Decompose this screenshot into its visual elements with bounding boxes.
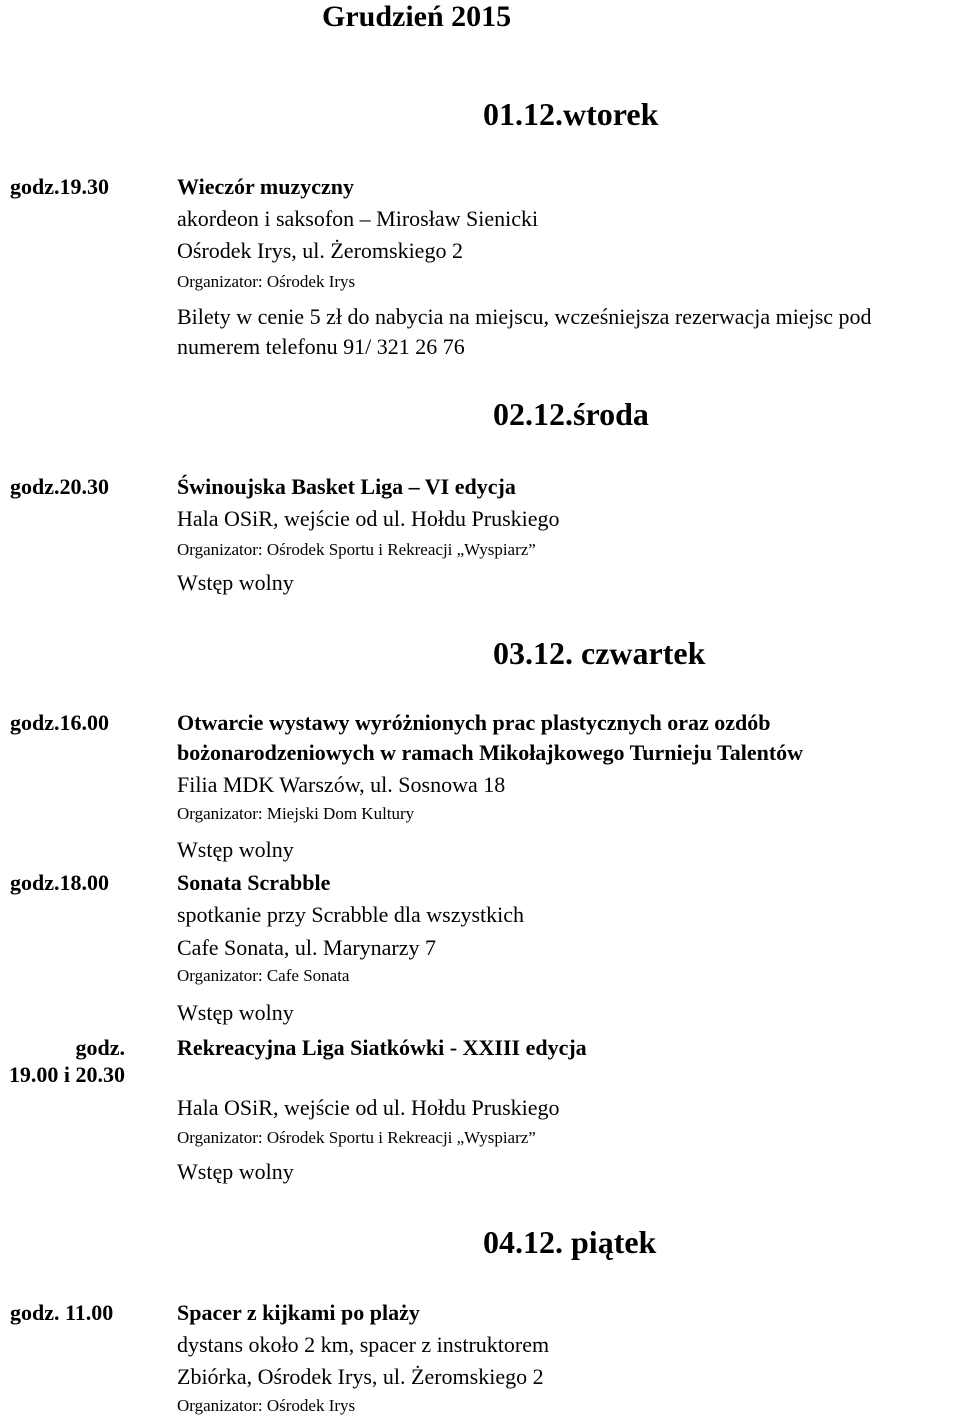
- event-title: Rekreacyjna Liga Siatkówki - XXIII edycja: [177, 1035, 587, 1060]
- event-title: Sonata Scrabble: [177, 870, 331, 895]
- event-note: Bilety w cenie 5 zł do nabycia na miejscu, wcześniejsza rezerwacja miejsc pod: [177, 304, 872, 329]
- event-time: godz. 11.00: [10, 1300, 114, 1325]
- event-time: godz.: [75, 1035, 125, 1060]
- event-place: Ośrodek Irys, ul. Żeromskiego 2: [177, 238, 463, 263]
- event-time: godz.20.30: [10, 474, 109, 499]
- event-note: numerem telefonu 91/ 321 26 76: [177, 334, 465, 359]
- event-entry: Wstęp wolny: [177, 837, 294, 862]
- day-heading: 03.12. czwartek: [493, 635, 706, 671]
- page-title: Grudzień 2015: [322, 0, 512, 33]
- event-place: Filia MDK Warszów, ul. Sosnowa 18: [177, 772, 506, 797]
- event-subtitle: akordeon i saksofon – Mirosław Sienicki: [177, 206, 539, 231]
- event-time: 19.00 i 20.30: [8, 1062, 125, 1087]
- event-time: godz.16.00: [10, 710, 109, 735]
- event-time: godz.19.30: [10, 174, 109, 199]
- event-organizer: Organizator: Miejski Dom Kultury: [177, 804, 415, 823]
- event-entry: Wstęp wolny: [177, 1159, 294, 1184]
- event-organizer: Organizator: Ośrodek Irys: [177, 272, 356, 291]
- event-title: Spacer z kijkami po plaży: [177, 1300, 420, 1325]
- day-heading: 01.12.wtorek: [483, 96, 659, 132]
- event-time: godz.18.00: [10, 870, 109, 895]
- event-title: Otwarcie wystawy wyróżnionych prac plastycznych oraz ozdób: [177, 710, 771, 735]
- event-subtitle: dystans około 2 km, spacer z instruktorem: [177, 1332, 550, 1357]
- event-place: Zbiórka, Ośrodek Irys, ul. Żeromskiego 2: [177, 1364, 544, 1389]
- day-heading: 02.12.środa: [493, 396, 649, 432]
- event-entry: Wstęp wolny: [177, 570, 294, 595]
- event-subtitle: spotkanie przy Scrabble dla wszystkich: [177, 902, 525, 927]
- event-organizer: Organizator: Ośrodek Sportu i Rekreacji „Wyspiarz”: [177, 540, 536, 559]
- event-place: Hala OSiR, wejście od ul. Hołdu Pruskiego: [177, 506, 560, 531]
- event-title: Świnoujska Basket Liga – VI edycja: [177, 474, 516, 499]
- event-place: Hala OSiR, wejście od ul. Hołdu Pruskiego: [177, 1095, 560, 1120]
- event-organizer: Organizator: Ośrodek Irys: [177, 1396, 356, 1415]
- event-place: Cafe Sonata, ul. Marynarzy 7: [177, 935, 437, 960]
- event-organizer: Organizator: Cafe Sonata: [177, 966, 350, 985]
- event-organizer: Organizator: Ośrodek Sportu i Rekreacji „Wyspiarz”: [177, 1128, 536, 1147]
- event-entry: Wstęp wolny: [177, 1000, 294, 1025]
- event-title: bożonarodzeniowych w ramach Mikołajkowego Turnieju Talentów: [177, 740, 804, 765]
- day-heading: 04.12. piątek: [483, 1224, 657, 1260]
- event-title: Wieczór muzyczny: [177, 174, 354, 199]
